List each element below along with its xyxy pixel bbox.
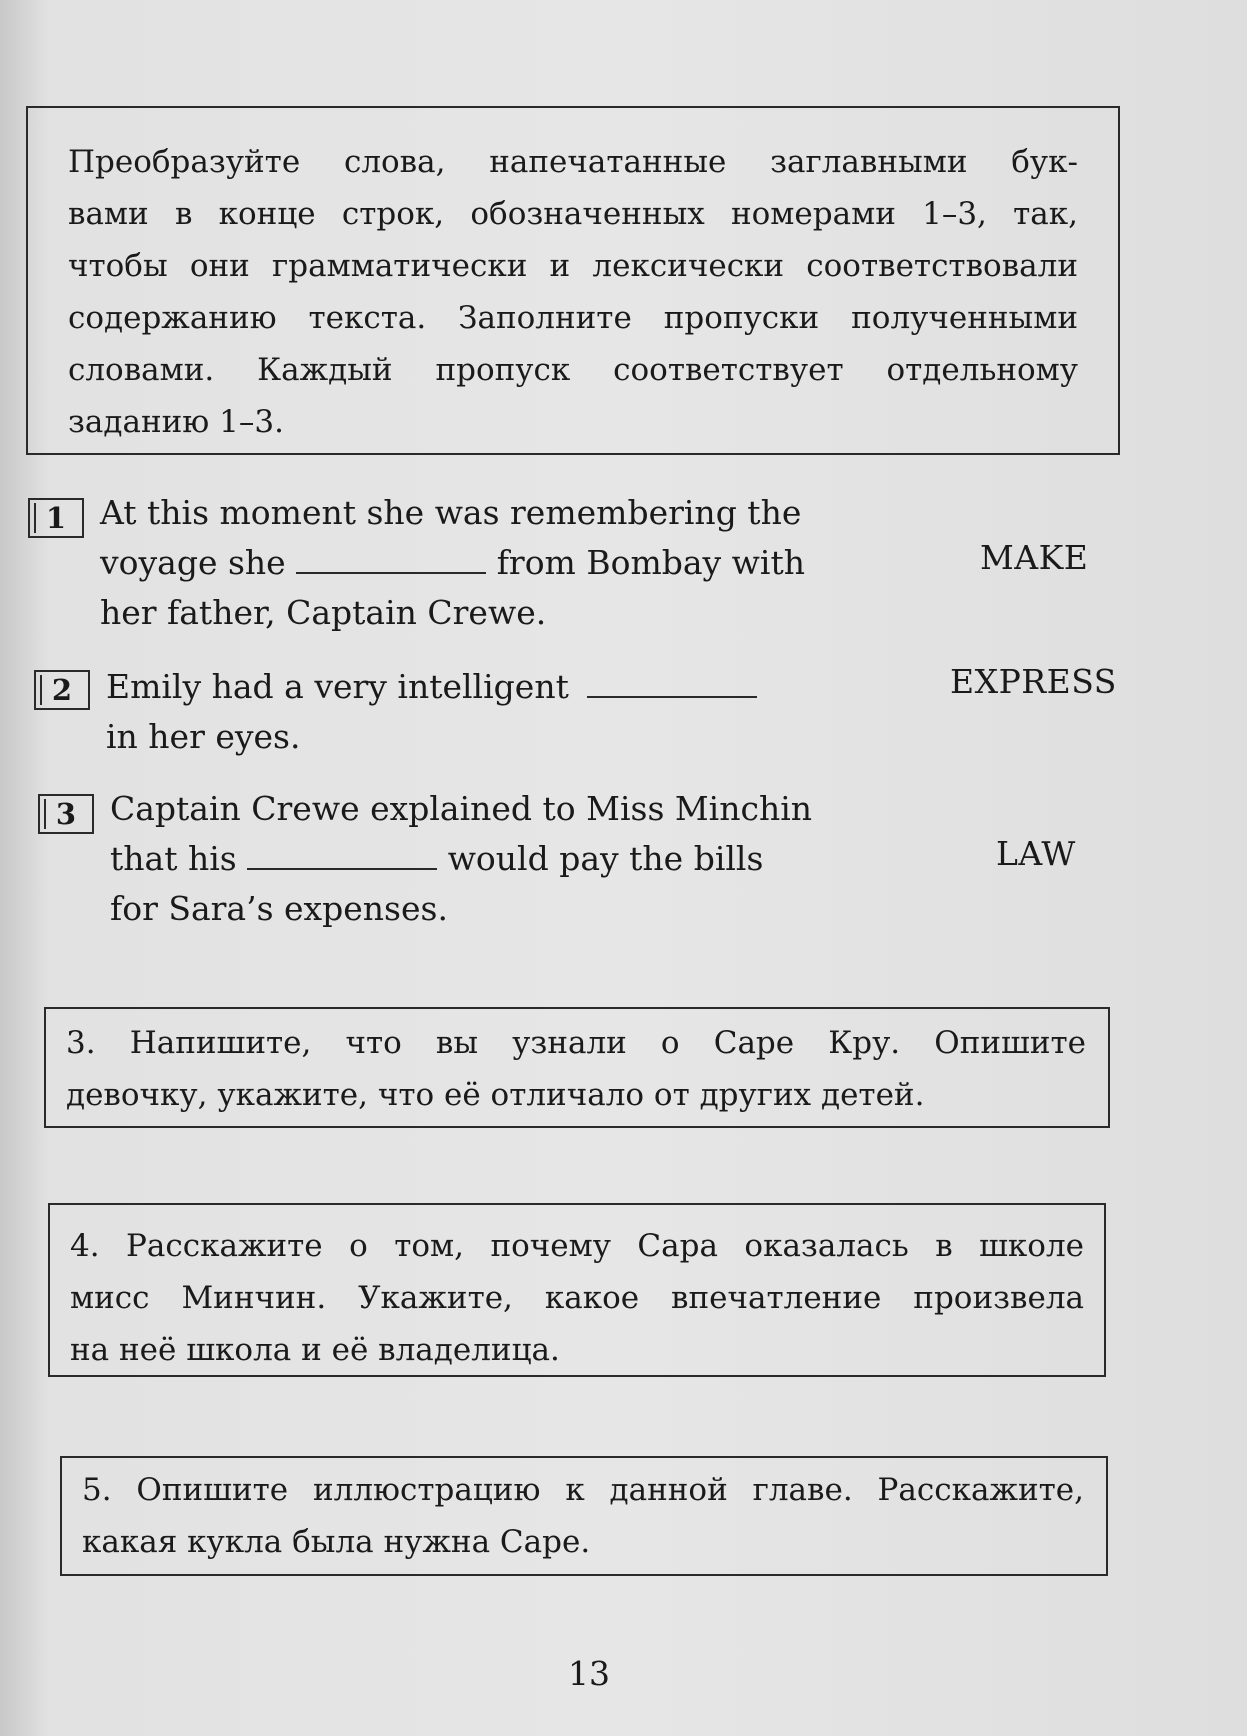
item-3-keyword: LAW (996, 834, 1076, 873)
page-number: 13 (568, 1654, 610, 1693)
item-1-answer-blank[interactable] (296, 542, 486, 574)
task-2-line-1: Преобразуйте слова, напечатанные заглавными бук- (68, 144, 1078, 180)
task-3-line-1: 3. Напишите, что вы узнали о Саре Кру. Опишите (66, 1025, 1086, 1061)
item-2-number: 2 (51, 673, 73, 707)
item-3-text-after-blank: would pay the bills (447, 839, 764, 878)
task-2-line-6: заданию 1–3. (68, 404, 284, 440)
item-1-text-after-blank: from Bombay with (496, 543, 805, 582)
item-1-line-1: At this moment she was remembering the (100, 493, 802, 532)
item-1-line-2 (100, 538, 805, 588)
task-4-line-3: на неё школа и её владелица. (70, 1332, 560, 1368)
task-2-line-4: содержанию текста. Заполните пропуски полученными (68, 300, 1078, 336)
item-1-number-box (28, 498, 84, 538)
item-1-number: 1 (45, 501, 67, 535)
item-3-number: 3 (55, 797, 77, 831)
task-3-box (44, 1007, 1110, 1128)
task-5-box (60, 1456, 1108, 1576)
task-5-line-2: какая кукла была нужна Саре. (82, 1524, 591, 1560)
task-4-line-2: мисс Минчин. Укажите, какое впечатление произвела (70, 1280, 1084, 1316)
item-1-text-before-blank: voyage she (100, 543, 286, 582)
task-5-line-1: 5. Опишите иллюстрацию к данной главе. Расскажите, (82, 1472, 1084, 1508)
task-2-line-2: вами в конце строк, обозначенных номерами 1–3, так, (68, 196, 1078, 232)
item-3-number-box (38, 794, 94, 834)
item-2-answer-blank[interactable] (587, 666, 757, 698)
item-2-number-box (34, 670, 90, 710)
item-1-keyword: MAKE (980, 538, 1089, 577)
item-2-line-1 (106, 662, 757, 712)
item-3-answer-blank[interactable] (247, 838, 437, 870)
item-3-text-before-blank: that his (110, 839, 237, 878)
item-3-line-3: for Sara’s expenses. (110, 889, 448, 928)
item-3-line-1: Captain Crewe explained to Miss Minchin (110, 789, 813, 828)
task-2-line-3: чтобы они грамматически и лексически соответствовали (68, 248, 1078, 284)
item-3-line-2 (110, 834, 763, 884)
item-2-line-2: in her eyes. (106, 717, 301, 756)
item-2-text-before-blank: Emily had a very intelligent (106, 667, 569, 706)
item-1-line-3: her father, Captain Crewe. (100, 593, 547, 632)
task-2-line-5: словами. Каждый пропуск соответствует отдельному (68, 352, 1078, 388)
task-2-instruction-box (26, 106, 1120, 455)
task-4-line-1: 4. Расскажите о том, почему Сара оказалась в школе (70, 1228, 1084, 1264)
item-2-keyword: EXPRESS (950, 662, 1117, 701)
task-3-line-2: девочку, укажите, что её отличало от других детей. (66, 1077, 925, 1113)
task-4-box (48, 1203, 1106, 1377)
